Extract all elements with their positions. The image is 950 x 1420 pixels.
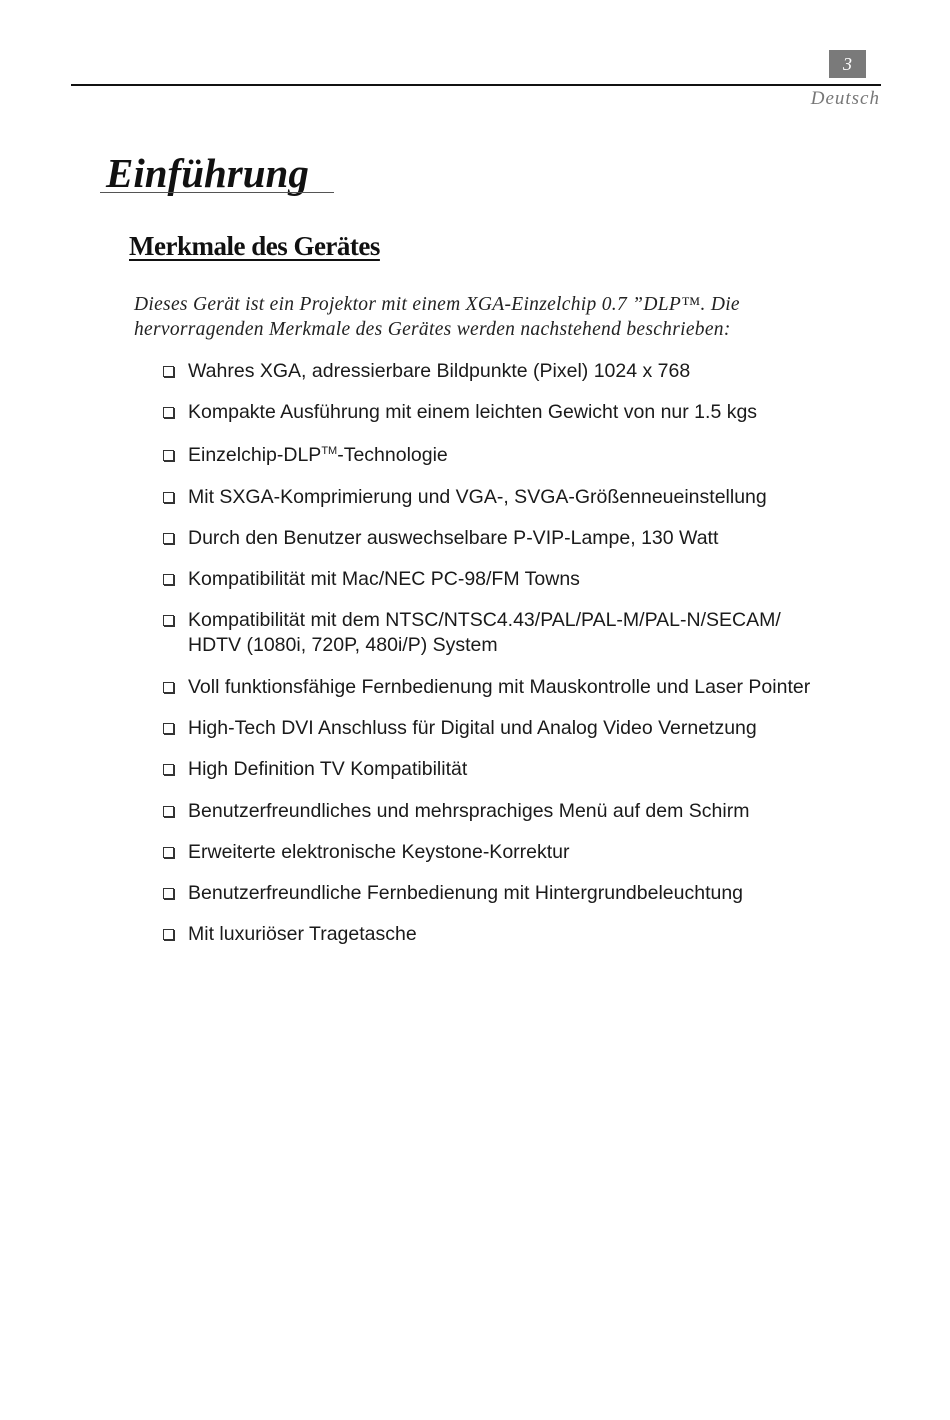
section-title: Merkmale des Gerätes bbox=[129, 231, 380, 261]
checkbox-bullet-icon bbox=[163, 450, 174, 461]
feature-text-line: HDTV (1080i, 720P, 480i/P) System bbox=[188, 634, 498, 656]
feature-text: Kompakte Ausführung mit einem leichten Gewicht von nur 1.5 kgs bbox=[188, 401, 758, 423]
feature-text: Benutzerfreundliches und mehrsprachiges Menü auf dem Schirm bbox=[188, 800, 750, 822]
checkbox-bullet-icon bbox=[163, 723, 174, 734]
feature-text: Mit SXGA-Komprimierung und VGA-, SVGA-Größenneueinstellung bbox=[188, 486, 767, 508]
feature-text bbox=[188, 443, 868, 468]
checkbox-bullet-icon bbox=[163, 888, 174, 899]
checkbox-bullet-icon bbox=[163, 806, 174, 817]
checkbox-bullet-icon bbox=[163, 492, 174, 503]
chapter-title-underline bbox=[100, 192, 334, 193]
checkbox-bullet-icon bbox=[163, 847, 174, 858]
feature-text-part: -Technologie bbox=[337, 444, 448, 466]
feature-text: Voll funktionsfähige Fernbedienung mit Mauskontrolle und Laser Pointer bbox=[188, 676, 811, 698]
page-number: 3 bbox=[829, 50, 866, 78]
checkbox-bullet-icon bbox=[163, 615, 174, 626]
checkbox-bullet-icon bbox=[163, 929, 174, 940]
trademark-superscript: TM bbox=[321, 445, 338, 457]
feature-text-line: Kompatibilität mit dem NTSC/NTSC4.43/PAL/PAL-M/PAL-N/SECAM/ bbox=[188, 609, 781, 631]
checkbox-bullet-icon bbox=[163, 574, 174, 585]
feature-text: Erweiterte elektronische Keystone-Korrektur bbox=[188, 841, 570, 863]
language-label: Deutsch bbox=[810, 88, 880, 109]
feature-text: High-Tech DVI Anschluss für Digital und Analog Video Vernetzung bbox=[188, 717, 757, 739]
checkbox-bullet-icon bbox=[163, 764, 174, 775]
intro-line: hervorragenden Merkmale des Gerätes werden nachstehend beschrieben: bbox=[134, 319, 731, 340]
feature-text: Benutzerfreundliche Fernbedienung mit Hintergrundbeleuchtung bbox=[188, 882, 744, 904]
feature-text-part: Einzelchip-DLP bbox=[188, 444, 322, 466]
feature-text: Mit luxuriöser Tragetasche bbox=[188, 923, 417, 945]
checkbox-bullet-icon bbox=[163, 366, 174, 377]
feature-text: Kompatibilität mit Mac/NEC PC-98/FM Towns bbox=[188, 568, 580, 590]
checkbox-bullet-icon bbox=[163, 533, 174, 544]
feature-text bbox=[188, 608, 868, 658]
feature-text: Wahres XGA, adressierbare Bildpunkte (Pixel) 1024 x 768 bbox=[188, 360, 691, 382]
intro-paragraph bbox=[134, 292, 834, 342]
feature-text: Durch den Benutzer auswechselbare P-VIP-Lampe, 130 Watt bbox=[188, 527, 719, 549]
intro-line: Dieses Gerät ist ein Projektor mit einem XGA-Einzelchip 0.7 ”DLP™. Die bbox=[134, 294, 740, 315]
checkbox-bullet-icon bbox=[163, 682, 174, 693]
header-divider bbox=[71, 84, 881, 86]
chapter-title: Einführung bbox=[106, 150, 309, 196]
checkbox-bullet-icon bbox=[163, 407, 174, 418]
feature-text: High Definition TV Kompatibilität bbox=[188, 758, 468, 780]
